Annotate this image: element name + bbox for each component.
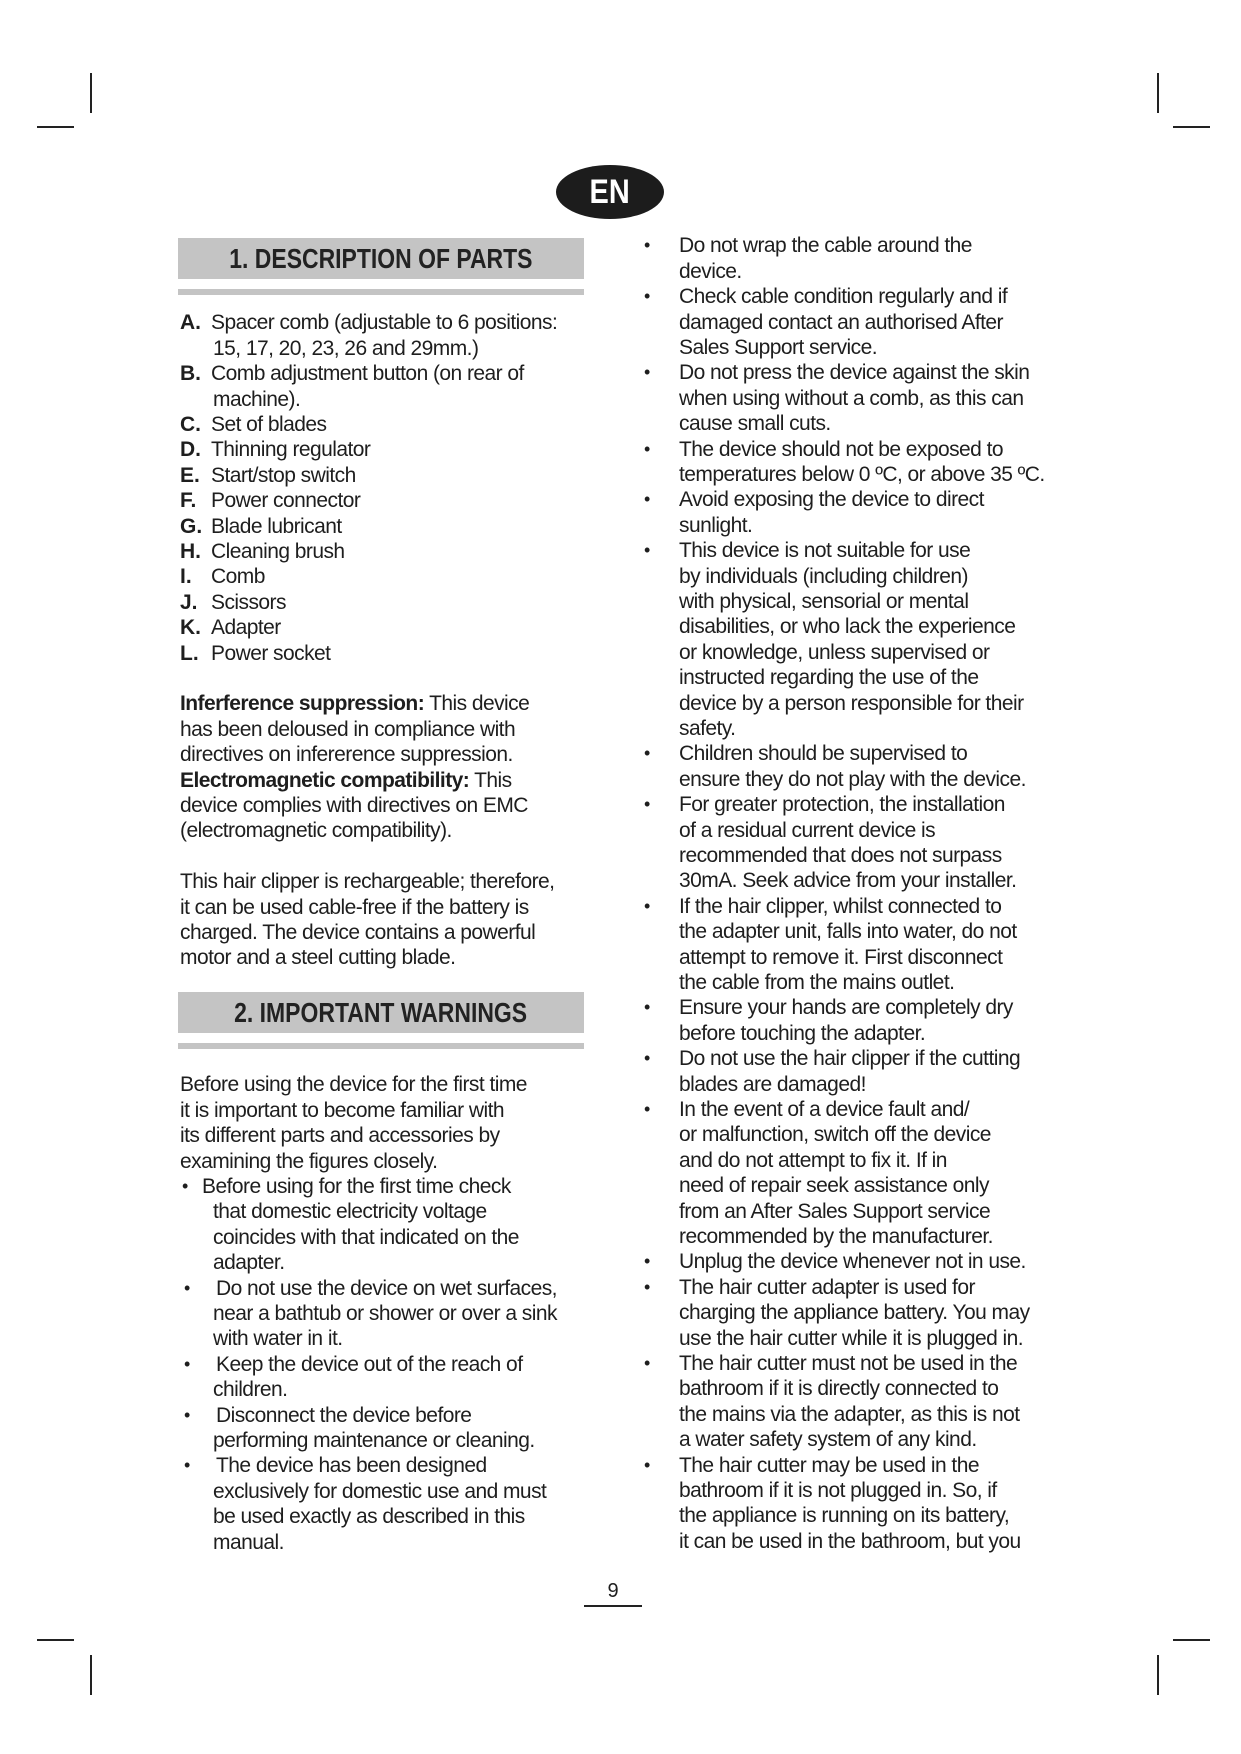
warning-text: disabilities, or who lack the experience bbox=[679, 615, 1016, 639]
rechargeable-text: charged. The device contains a powerful bbox=[180, 920, 536, 944]
warning-text: that domestic electricity voltage bbox=[213, 1200, 487, 1224]
bullet-icon: • bbox=[644, 1454, 651, 1475]
section-heading-text: 1. DESCRIPTION OF PARTS bbox=[229, 243, 533, 274]
bullet-icon: • bbox=[644, 540, 651, 561]
bullet-icon: • bbox=[644, 362, 651, 383]
interference-label: Inferference suppression: bbox=[180, 692, 425, 716]
warning-text: the appliance is running on its battery, bbox=[679, 1504, 1010, 1528]
part-description: Comb adjustment button (on rear of bbox=[211, 362, 524, 386]
warning-text: the cable from the mains outlet. bbox=[679, 970, 955, 994]
warning-text: a water safety system of any kind. bbox=[679, 1428, 977, 1452]
warning-text: Do not wrap the cable around the bbox=[679, 234, 972, 258]
interference-text: has been deloused in compliance with bbox=[180, 717, 516, 741]
part-description: Thinning regulator bbox=[211, 438, 371, 462]
part-letter: H. bbox=[180, 539, 201, 563]
bullet-icon: • bbox=[644, 1352, 651, 1373]
bullet-icon: • bbox=[184, 1455, 191, 1476]
interference-text: directives on infererence suppression. bbox=[180, 743, 513, 767]
warning-text: use the hair cutter while it is plugged in. bbox=[679, 1326, 1024, 1350]
warning-text: the mains via the adapter, as this is not bbox=[679, 1402, 1020, 1426]
page-number: 9 bbox=[584, 1580, 642, 1607]
emc-text: This bbox=[469, 768, 512, 792]
warning-text: children. bbox=[213, 1378, 288, 1402]
warnings-intro-text: it is important to become familiar with bbox=[180, 1098, 505, 1122]
part-letter: L. bbox=[180, 641, 199, 665]
rechargeable-text: motor and a steel cutting blade. bbox=[180, 946, 456, 970]
warning-text: 30mA. Seek advice from your installer. bbox=[679, 869, 1017, 893]
part-letter: K. bbox=[180, 616, 201, 640]
warning-text: Before using for the first time check bbox=[202, 1174, 511, 1198]
part-description: Comb bbox=[211, 565, 265, 589]
part-description: Power socket bbox=[211, 641, 331, 665]
language-badge-text: EN bbox=[589, 173, 631, 211]
crop-mark bbox=[90, 73, 92, 113]
warning-text: with water in it. bbox=[213, 1327, 343, 1351]
warnings-intro-text: examining the figures closely. bbox=[180, 1149, 438, 1173]
crop-mark bbox=[1173, 1639, 1210, 1641]
crop-mark bbox=[1173, 126, 1210, 128]
part-letter: I. bbox=[180, 565, 192, 589]
warning-text: Keep the device out of the reach of bbox=[216, 1352, 523, 1376]
warning-text: bathroom if it is not plugged in. So, if bbox=[679, 1478, 997, 1502]
warning-text: Do not use the device on wet surfaces, bbox=[216, 1276, 557, 1300]
warning-text: The hair cutter may be used in the bbox=[679, 1453, 979, 1477]
warning-text: coincides with that indicated on the bbox=[213, 1225, 519, 1249]
bullet-icon: • bbox=[644, 1048, 651, 1069]
bullet-icon: • bbox=[182, 1175, 189, 1196]
part-description: Spacer comb (adjustable to 6 positions: bbox=[211, 311, 558, 335]
warning-text: bathroom if it is directly connected to bbox=[679, 1377, 999, 1401]
warning-text: The hair cutter adapter is used for bbox=[679, 1275, 975, 1299]
warning-text: Children should be supervised to bbox=[679, 742, 968, 766]
crop-mark bbox=[37, 126, 74, 128]
emc-text: (electromagnetic compatibility). bbox=[180, 819, 452, 843]
warning-text: before touching the adapter. bbox=[679, 1021, 926, 1045]
warnings-intro-text: Before using the device for the first time bbox=[180, 1073, 527, 1097]
part-description: Blade lubricant bbox=[211, 514, 342, 538]
warning-text: from an After Sales Support service bbox=[679, 1199, 991, 1223]
rechargeable-text: it can be used cable-free if the battery is bbox=[180, 895, 529, 919]
warning-text: If the hair clipper, whilst connected to bbox=[679, 894, 1002, 918]
warning-text: sunlight. bbox=[679, 513, 753, 537]
bullet-icon: • bbox=[184, 1404, 191, 1425]
part-description: 15, 17, 20, 23, 26 and 29mm.) bbox=[213, 336, 479, 360]
bullet-icon: • bbox=[644, 997, 651, 1018]
warning-text: need of repair seek assistance only bbox=[679, 1174, 989, 1198]
warning-text: and do not attempt to fix it. If in bbox=[679, 1148, 947, 1172]
language-badge bbox=[556, 165, 664, 219]
warning-text: Unplug the device whenever not in use. bbox=[679, 1250, 1026, 1274]
part-description: Set of blades bbox=[211, 412, 327, 436]
part-description: Scissors bbox=[211, 590, 286, 614]
part-letter: C. bbox=[180, 412, 201, 436]
warning-text: of a residual current device is bbox=[679, 818, 936, 842]
bullet-icon: • bbox=[644, 1251, 651, 1272]
part-letter: G. bbox=[180, 514, 203, 538]
section-heading-text: 2. IMPORTANT WARNINGS bbox=[234, 997, 528, 1028]
warning-text: adapter. bbox=[213, 1251, 285, 1275]
warning-text: The hair cutter must not be used in the bbox=[679, 1351, 1018, 1375]
part-letter: A. bbox=[180, 311, 201, 335]
warning-text: when using without a comb, as this can bbox=[679, 386, 1024, 410]
part-description: Adapter bbox=[211, 616, 281, 640]
warning-text: Sales Support service. bbox=[679, 335, 878, 359]
part-letter: D. bbox=[180, 438, 201, 462]
section-heading-description bbox=[178, 238, 584, 279]
part-description: Cleaning brush bbox=[211, 539, 345, 563]
emc-label: Electromagnetic compatibility: bbox=[180, 768, 470, 792]
warning-text: performing maintenance or cleaning. bbox=[213, 1428, 535, 1452]
part-letter: B. bbox=[180, 362, 201, 386]
bullet-icon: • bbox=[184, 1277, 191, 1298]
warnings-intro-text: its different parts and accessories by bbox=[180, 1124, 500, 1148]
warning-text: Check cable condition regularly and if bbox=[679, 285, 1008, 309]
emc-line bbox=[180, 768, 512, 793]
crop-mark bbox=[90, 1655, 92, 1695]
warning-text: recommended by the manufacturer. bbox=[679, 1224, 993, 1248]
warning-text: the adapter unit, falls into water, do not bbox=[679, 920, 1017, 944]
warning-text: For greater protection, the installation bbox=[679, 793, 1005, 817]
warning-text: charging the appliance battery. You may bbox=[679, 1301, 1030, 1325]
crop-mark bbox=[1157, 1655, 1159, 1695]
rechargeable-text: This hair clipper is rechargeable; therefore, bbox=[180, 870, 555, 894]
bullet-icon: • bbox=[644, 743, 651, 764]
warning-text: This device is not suitable for use bbox=[679, 539, 971, 563]
warning-text: temperatures below 0 ºC, or above 35 ºC. bbox=[679, 462, 1045, 486]
bullet-icon: • bbox=[644, 1098, 651, 1119]
warning-text: recommended that does not surpass bbox=[679, 843, 1002, 867]
warning-text: exclusively for domestic use and must bbox=[213, 1479, 547, 1503]
interference-line bbox=[180, 691, 529, 716]
warning-text: manual. bbox=[213, 1530, 284, 1554]
warning-text: device. bbox=[679, 259, 742, 283]
warning-text: In the event of a device fault and/ bbox=[679, 1097, 970, 1121]
emc-text: device complies with directives on EMC bbox=[180, 793, 528, 817]
bullet-icon: • bbox=[644, 286, 651, 307]
part-description: machine). bbox=[213, 387, 301, 411]
warning-text: instructed regarding the use of the bbox=[679, 666, 979, 690]
warning-text: Ensure your hands are completely dry bbox=[679, 996, 1013, 1020]
heading-divider bbox=[178, 289, 584, 295]
warning-text: safety. bbox=[679, 716, 736, 740]
part-letter: E. bbox=[180, 463, 200, 487]
bullet-icon: • bbox=[644, 438, 651, 459]
section-heading-warnings bbox=[178, 992, 584, 1033]
warning-text: The device has been designed bbox=[216, 1454, 487, 1478]
bullet-icon: • bbox=[644, 1276, 651, 1297]
warning-text: or malfunction, switch off the device bbox=[679, 1123, 991, 1147]
warning-text: it can be used in the bathroom, but you bbox=[679, 1529, 1021, 1553]
crop-mark bbox=[1157, 73, 1159, 113]
warning-text: damaged contact an authorised After bbox=[679, 310, 1003, 334]
warning-text: blades are damaged! bbox=[679, 1072, 866, 1096]
warning-text: or knowledge, unless supervised or bbox=[679, 640, 990, 664]
warning-text: with physical, sensorial or mental bbox=[679, 589, 969, 613]
part-description: Start/stop switch bbox=[211, 463, 356, 487]
bullet-icon: • bbox=[644, 489, 651, 510]
warning-text: device by a person responsible for their bbox=[679, 691, 1024, 715]
warning-text: Disconnect the device before bbox=[216, 1403, 472, 1427]
warning-text: Do not use the hair clipper if the cutting bbox=[679, 1047, 1021, 1071]
bullet-icon: • bbox=[644, 895, 651, 916]
part-description: Power connector bbox=[211, 489, 361, 513]
warning-text: Avoid exposing the device to direct bbox=[679, 488, 984, 512]
warning-text: attempt to remove it. First disconnect bbox=[679, 945, 1003, 969]
warning-text: The device should not be exposed to bbox=[679, 437, 1003, 461]
crop-mark bbox=[37, 1639, 74, 1641]
bullet-icon: • bbox=[644, 235, 651, 256]
warning-text: cause small cuts. bbox=[679, 412, 831, 436]
warning-text: by individuals (including children) bbox=[679, 564, 968, 588]
warning-text: ensure they do not play with the device. bbox=[679, 767, 1026, 791]
part-letter: F. bbox=[180, 489, 197, 513]
warning-text: Do not press the device against the skin bbox=[679, 361, 1030, 385]
warning-text: near a bathtub or shower or over a sink bbox=[213, 1301, 557, 1325]
bullet-icon: • bbox=[644, 794, 651, 815]
heading-divider bbox=[178, 1043, 584, 1049]
warning-text: be used exactly as described in this bbox=[213, 1505, 525, 1529]
interference-text: This device bbox=[424, 692, 530, 716]
bullet-icon: • bbox=[184, 1353, 191, 1374]
part-letter: J. bbox=[180, 590, 198, 614]
